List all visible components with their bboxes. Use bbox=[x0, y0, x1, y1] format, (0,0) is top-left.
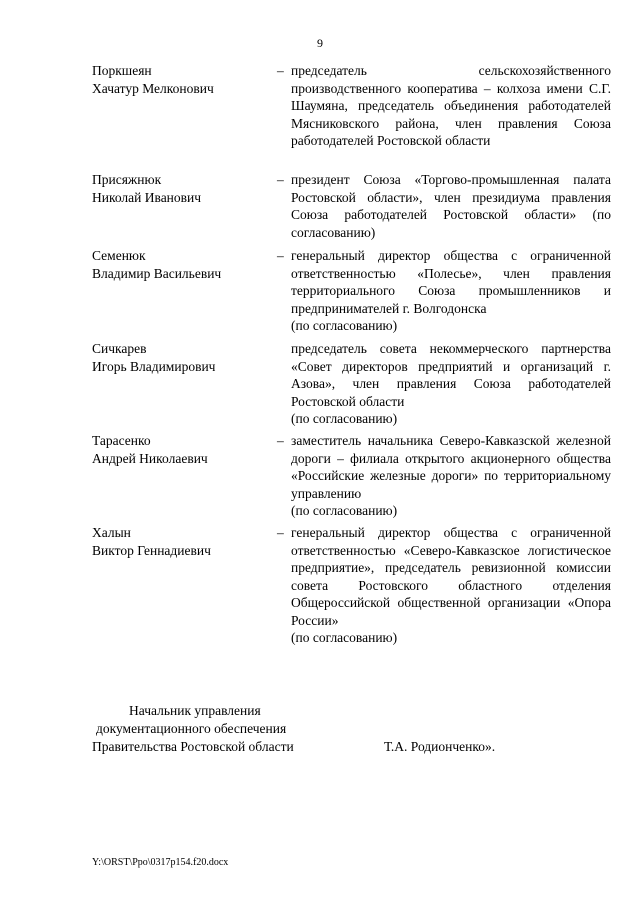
member-role-note: (по согласованию) bbox=[291, 411, 398, 426]
member-role-text: президент Союза «Торгово-промышленная палата Ростовской области», член президиума правления Союза работодателей Ростовской области» (по согласованию) bbox=[291, 172, 611, 240]
signatory-position bbox=[92, 702, 294, 756]
member-given-names: Андрей Николаевич bbox=[92, 450, 208, 466]
dash-separator: – bbox=[277, 172, 284, 187]
member-role bbox=[291, 432, 611, 520]
member-given-names: Владимир Васильевич bbox=[92, 265, 222, 281]
member-role bbox=[291, 247, 611, 335]
member-name bbox=[92, 524, 272, 559]
member-given-names: Хачатур Мелконович bbox=[92, 80, 214, 96]
member-role-note: (по согласованию) bbox=[291, 318, 398, 333]
member-surname: Семенюк bbox=[92, 248, 146, 263]
dash-separator: – bbox=[277, 248, 284, 263]
dash-separator: – bbox=[277, 433, 284, 448]
member-name bbox=[92, 62, 272, 97]
dash-separator: – bbox=[277, 63, 284, 78]
member-name bbox=[92, 247, 272, 282]
member-role-text: председатель сельскохозяйственного производственного кооператива – колхоза имени С.Г. Шаумяна, председатель объединения работодателей Мясниковского района, член правления Союза работодателей Ростовской области bbox=[291, 63, 611, 148]
member-role-note: (по согласованию) bbox=[291, 503, 398, 518]
signatory-name: Т.А. Родионченко». bbox=[384, 739, 496, 754]
member-surname: Присяжнюк bbox=[92, 172, 162, 187]
member-role-note: (по согласованию) bbox=[291, 630, 398, 645]
signatory-position-line: Правительства Ростовской области bbox=[92, 739, 294, 754]
member-given-names: Николай Иванович bbox=[92, 189, 202, 205]
member-given-names: Виктор Геннадиевич bbox=[92, 542, 211, 558]
member-role-text: генеральный директор общества с ограниченной ответственностью «Северо-Кавказское логистическое предприятие», председатель ревизионной комиссии совета Ростовского областного отделения Общероссийской общественной организации «Опора России» bbox=[291, 525, 611, 628]
member-surname: Поркшеян bbox=[92, 63, 152, 78]
member-role-text: заместитель начальника Северо-Кавказской железной дороги – филиала открытого акционерного общества «Российские железные дороги» по территориальному управлению bbox=[291, 433, 611, 501]
member-role bbox=[291, 62, 611, 150]
member-surname: Тарасенко bbox=[92, 433, 151, 448]
member-surname: Сичкарев bbox=[92, 341, 147, 356]
member-role-text: председатель совета некоммерческого партнерства «Совет директоров предприятий и организаций г. Азова», член правления Союза работодателей Ростовской области bbox=[291, 341, 611, 409]
member-role bbox=[291, 340, 611, 428]
signatory-position-line: Начальник управления bbox=[129, 703, 261, 718]
member-role bbox=[291, 171, 611, 241]
signatory-position-line: документационного обеспечения bbox=[96, 721, 287, 736]
file-path-footer: Y:\ORST\Ppo\0317p154.f20.docx bbox=[92, 857, 229, 868]
member-role bbox=[291, 524, 611, 647]
page-number: 9 bbox=[317, 36, 323, 50]
member-name bbox=[92, 171, 272, 206]
dash-separator: – bbox=[277, 525, 284, 540]
member-name bbox=[92, 340, 272, 375]
member-role-text: генеральный директор общества с ограниченной ответственностью «Полесье», член правления территориального Союза промышленников и предпринимателей г. Волгодонска bbox=[291, 248, 611, 316]
member-surname: Халын bbox=[92, 525, 131, 540]
member-given-names: Игорь Владимирович bbox=[92, 358, 216, 374]
member-name bbox=[92, 432, 272, 467]
